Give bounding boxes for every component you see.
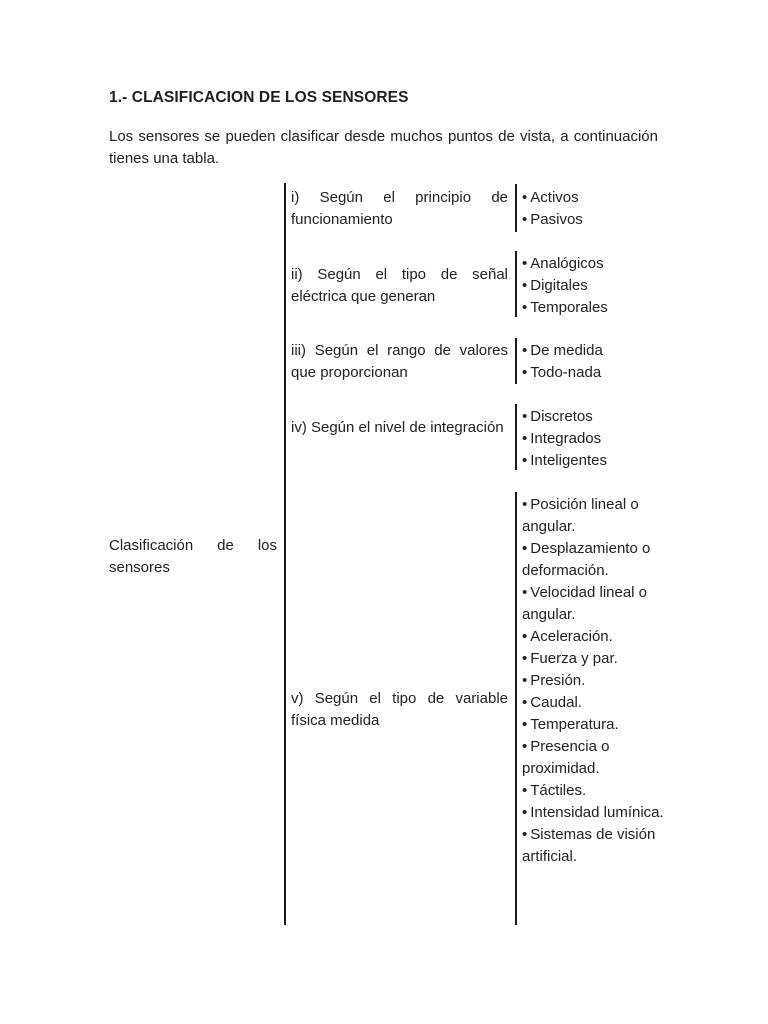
criterion-iv: iv) Según el nivel de integración xyxy=(291,419,504,436)
criterion-v: v) Según el tipo de variable física medida xyxy=(291,690,508,729)
section-title: 1.- CLASIFICACION DE LOS SENSORES xyxy=(109,89,409,106)
list-item: • Integrados xyxy=(522,430,602,447)
list-item: • De medida xyxy=(522,342,603,359)
list-item: • Desplazamiento o deformación. xyxy=(522,540,651,579)
bullet-icon: • xyxy=(522,452,528,469)
criterion-i: i) Según el principio de funcionamiento xyxy=(291,189,508,228)
bullet-icon: • xyxy=(522,277,528,294)
group-items-iv xyxy=(522,406,672,472)
main-bracket-line xyxy=(284,183,286,925)
bullet-icon: • xyxy=(522,782,528,799)
bullet-icon: • xyxy=(522,738,528,755)
list-item: • Activos xyxy=(522,189,579,206)
list-item: • Discretos xyxy=(522,408,593,425)
bullet-icon: • xyxy=(522,694,528,711)
bullet-icon: • xyxy=(522,650,528,667)
group-items-ii xyxy=(522,253,672,319)
group-items-i xyxy=(522,187,672,231)
bullet-icon: • xyxy=(522,255,528,272)
bullet-icon: • xyxy=(522,540,528,557)
bullet-icon: • xyxy=(522,364,528,381)
list-item: • Temperatura. xyxy=(522,716,619,733)
criterion-iii: iii) Según el rango de valores que proporcionan xyxy=(291,342,508,381)
list-item: • Todo-nada xyxy=(522,364,602,381)
bullet-icon: • xyxy=(522,496,528,513)
bullet-icon: • xyxy=(522,211,528,228)
list-item: • Caudal. xyxy=(522,694,582,711)
bullet-icon: • xyxy=(522,716,528,733)
list-item: • Intensidad lumínica. xyxy=(522,804,664,821)
list-item: • Táctiles. xyxy=(522,782,587,799)
intro-paragraph: Los sensores se pueden clasificar desde muchos puntos de vista, a continuación tienes una tabla. xyxy=(109,128,658,167)
list-item: • Sistemas de visión artificial. xyxy=(522,826,656,865)
list-item: • Temporales xyxy=(522,299,608,316)
bullet-icon: • xyxy=(522,189,528,206)
list-item: • Presión. xyxy=(522,672,586,689)
group-bracket-line xyxy=(515,404,517,470)
list-item: • Pasivos xyxy=(522,211,583,228)
list-item: • Analógicos xyxy=(522,255,604,272)
bullet-icon: • xyxy=(522,299,528,316)
bullet-icon: • xyxy=(522,584,528,601)
bullet-icon: • xyxy=(522,672,528,689)
criterion-ii: ii) Según el tipo de señal eléctrica que generan xyxy=(291,266,508,305)
bullet-icon: • xyxy=(522,430,528,447)
bullet-icon: • xyxy=(522,826,528,843)
list-item: • Velocidad lineal o angular. xyxy=(522,584,648,623)
group-bracket-line xyxy=(515,492,517,925)
group-bracket-line xyxy=(515,338,517,384)
classification-label: Clasificación de los sensores xyxy=(109,537,277,576)
list-item: • Presencia o proximidad. xyxy=(522,738,610,777)
bullet-icon: • xyxy=(522,408,528,425)
list-item: • Fuerza y par. xyxy=(522,650,618,667)
group-items-v xyxy=(522,494,664,868)
list-item: • Inteligentes xyxy=(522,452,607,469)
list-item: • Digitales xyxy=(522,277,588,294)
bullet-icon: • xyxy=(522,628,528,645)
group-bracket-line xyxy=(515,184,517,232)
group-bracket-line xyxy=(515,251,517,317)
group-items-iii xyxy=(522,340,672,384)
list-item: • Posición lineal o angular. xyxy=(522,496,639,535)
bullet-icon: • xyxy=(522,342,528,359)
bullet-icon: • xyxy=(522,804,528,821)
list-item: • Aceleración. xyxy=(522,628,613,645)
